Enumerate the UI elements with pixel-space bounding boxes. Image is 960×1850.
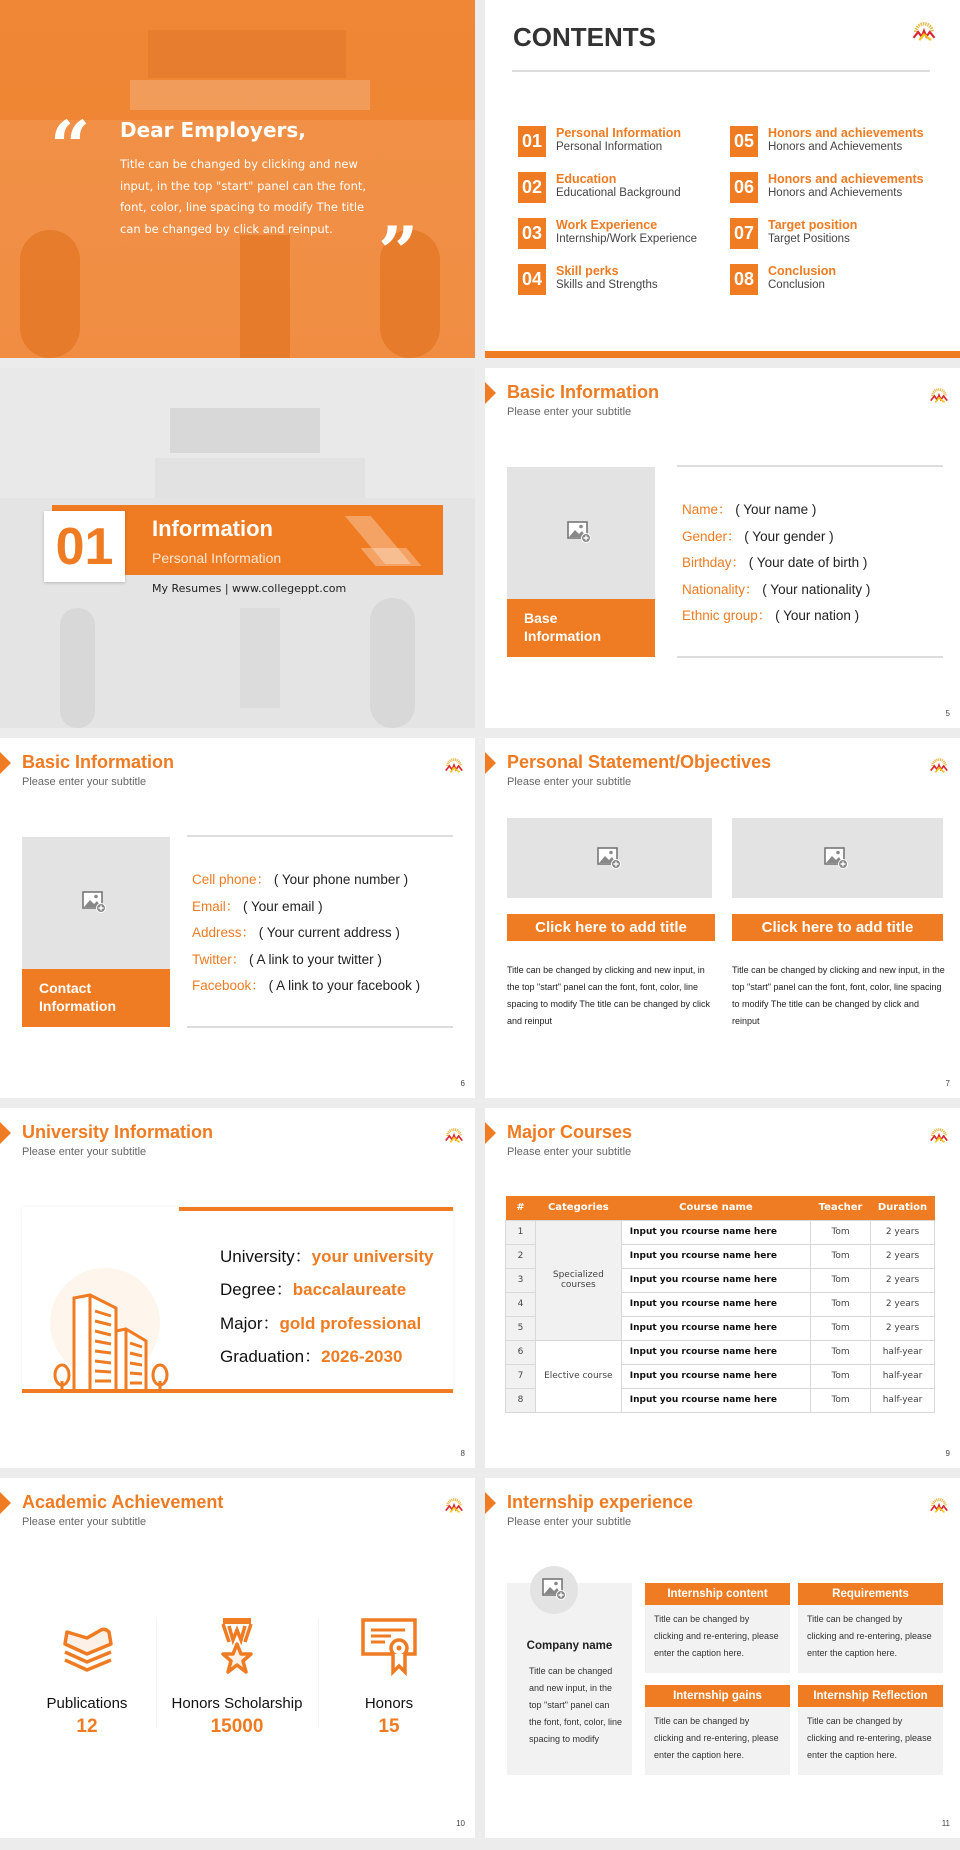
item-number: 05 [730,126,758,157]
box-body: Title can be changed by clicking and re-entering, please enter the caption here. [654,1716,779,1760]
item-number: 07 [730,218,758,249]
achievement-label: Honors [364,1695,414,1712]
courses-table [505,1196,935,1413]
field-graduation[interactable]: Graduation：2026-2030 [220,1347,403,1366]
contents-item-04[interactable] [518,264,658,295]
contents-item-05[interactable] [730,126,924,157]
slide-subtitle[interactable]: Please enter your subtitle [507,1516,632,1528]
section-subtitle[interactable]: Personal Information [152,550,282,566]
university-logo-icon [928,1126,950,1146]
contact-fields [192,867,420,1000]
field-address[interactable]: Address： ( Your current address ) [192,925,400,940]
university-logo-icon [910,20,938,44]
slide-contact-information[interactable] [0,738,475,1098]
category-cell: Elective course [535,1340,621,1412]
item-subtitle: Educational Background [556,187,681,199]
slide-internship-experience[interactable] [485,1478,960,1838]
table-row[interactable]: 2 Input you rcourse name here Tom 2 years [506,1244,935,1268]
item-title: Honors and achievements [768,172,924,186]
university-logo-icon [443,756,465,776]
item-title: Skill perks [556,264,619,278]
close-quote-icon: ” [378,211,419,294]
title-arrow-icon [485,382,496,404]
insert-picture-icon[interactable] [82,891,106,913]
box-internship-content[interactable] [645,1583,790,1673]
box-title: Internship Reflection [798,1685,943,1707]
stacked-papers-icon [59,1618,115,1676]
item-title: Honors and achievements [768,126,924,140]
page-number: 6 [460,1079,465,1088]
divider [187,835,453,837]
achievement-publications[interactable] [12,1618,162,1738]
box-requirements[interactable] [798,1583,943,1673]
bottom-accent-bar [485,351,960,358]
slide-title[interactable]: Academic Achievement [22,1492,224,1512]
achievement-value: 12 [76,1716,98,1737]
achievement-value: 15000 [210,1716,264,1737]
achievement-honors[interactable] [314,1618,464,1738]
contents-item-02[interactable] [518,172,681,203]
field-degree[interactable]: Degree：baccalaureate [220,1280,407,1299]
divider [187,1026,453,1028]
buildings-icon [50,1253,170,1391]
photo-placeholder[interactable] [507,818,712,898]
column-header: Course name [621,1196,810,1220]
contents-item-07[interactable] [730,218,857,249]
slide-cover-quote[interactable] [0,0,475,358]
item-number: 01 [518,126,546,157]
slide-personal-statement[interactable] [485,738,960,1098]
university-logo-icon [928,756,950,776]
slide-basic-information[interactable] [485,368,960,728]
statement-body[interactable]: Title can be changed by clicking and new input, in the top "start" panel can the font, font, color, line spacing to modify The title can be changed by click and reinput [732,965,945,1026]
slide-contents[interactable] [485,0,960,358]
field-university[interactable]: University：your university [220,1247,434,1266]
title-arrow-icon [485,1492,496,1514]
table-row[interactable]: 1 Specialized courses Input you rcourse name here Tom 2 years [506,1220,935,1244]
item-number: 02 [518,172,546,203]
divider [677,656,943,658]
company-name[interactable]: Company name [526,1640,613,1652]
item-subtitle: Skills and Strengths [556,279,658,291]
field-nationality[interactable]: Nationality： ( Your nationality ) [682,581,871,597]
company-photo-placeholder[interactable] [530,1566,578,1614]
item-title: Conclusion [768,264,837,278]
divider [156,1618,157,1728]
photo-placeholder[interactable] [507,467,655,600]
title-arrow-icon [0,1122,11,1144]
section-number[interactable]: 01 [44,511,125,582]
column-header: # [506,1196,536,1220]
page-number: 9 [945,1449,950,1458]
university-logo-icon [928,1496,950,1516]
slide-title[interactable]: Major Courses [507,1122,633,1142]
box-title: Internship gains [645,1685,790,1707]
field-cell-phone[interactable]: Cell phone： ( Your phone number ) [192,872,409,887]
table-row[interactable]: 5 Input you rcourse name here Tom 2 years [506,1316,935,1340]
open-quote-icon: “ [50,105,91,188]
table-row[interactable]: 4 Input you rcourse name here Tom 2 years [506,1292,935,1316]
medal-star-icon [209,1618,265,1676]
slide-title[interactable]: Basic Information [507,382,660,402]
table-header-row [506,1196,935,1220]
item-title: Education [556,172,617,186]
item-subtitle: Conclusion [768,279,825,291]
section-title[interactable]: Information [152,516,273,541]
achievement-scholarship[interactable] [162,1618,312,1738]
add-title-button[interactable]: Click here to add title [732,914,943,941]
company-description[interactable]: Title can be changed and new input, in the top "start" panel can the font, font, color, line spacing to modify [529,1666,623,1744]
page-number: 11 [941,1819,950,1828]
title-arrow-icon [0,1492,11,1514]
insert-picture-icon[interactable] [597,847,621,869]
box-title: Internship content [645,1583,790,1605]
photo-label[interactable]: Contact Information [22,969,170,1027]
slide-major-courses[interactable] [485,1108,960,1468]
box-internship-reflection[interactable] [798,1685,943,1775]
slide-academic-achievement[interactable] [0,1478,475,1838]
add-title-button[interactable]: Click here to add title [507,914,715,941]
item-number: 06 [730,172,758,203]
item-subtitle: Target Positions [768,233,850,245]
page-number: 7 [945,1079,950,1088]
slide-subtitle[interactable]: Please enter your subtitle [507,406,632,418]
photo-placeholder[interactable] [22,837,170,970]
accent-bar [22,1389,453,1393]
field-birthday[interactable]: Birthday： ( Your date of birth ) [682,555,868,570]
page-number: 5 [945,709,950,718]
item-subtitle: Internship/Work Experience [556,233,698,245]
achievement-label: Publications [46,1695,128,1712]
column-header: Duration [871,1196,935,1220]
title-arrow-icon [485,1122,496,1144]
table-row[interactable]: 3 Input you rcourse name here Tom 2 years [506,1268,935,1292]
divider [512,70,930,72]
university-logo-icon [443,1496,465,1516]
insert-picture-icon[interactable] [542,1578,566,1600]
box-internship-gains[interactable] [645,1685,790,1775]
table-row[interactable]: 6 Elective course Input you rcourse name here Tom half-year [506,1340,935,1364]
slide-title[interactable]: Basic Information [22,752,175,772]
university-logo-icon [443,1126,465,1146]
item-title: Personal Information [556,126,682,140]
photo-label[interactable]: Base Information [507,599,655,657]
item-number: 03 [518,218,546,249]
field-facebook[interactable]: Facebook： ( A link to your facebook ) [192,978,421,993]
table-row[interactable]: 8 Input you rcourse name here Tom half-year [506,1388,935,1412]
table-row[interactable]: 7 Input you rcourse name here Tom half-year [506,1364,935,1388]
achievement-label: Honors Scholarship [171,1695,303,1712]
field-gender[interactable]: Gender： ( Your gender ) [682,528,834,544]
university-logo-icon [928,386,950,406]
statement-body[interactable]: Title can be changed by clicking and new input, in the top "start" panel can the font, font, color, line spacing to modify The title can be changed by click and reinput [507,965,710,1026]
column-header: Categories [535,1196,621,1220]
quote-title[interactable]: Dear Employers, [120,118,306,142]
box-body: Title can be changed by clicking and re-entering, please enter the caption here. [654,1614,779,1658]
title-arrow-icon [485,752,496,774]
divider [677,465,943,467]
info-fields [682,497,870,630]
page-number: 10 [456,1819,465,1828]
photo-placeholder[interactable] [732,818,943,898]
slide-title[interactable]: University Information [22,1122,214,1142]
slide-title[interactable]: Internship experience [507,1492,694,1512]
quote-body[interactable]: Title can be changed by clicking and new input, in the top "start" panel can the font, font, color, line spacing to modify The title can be changed by click and reinput. [120,157,367,236]
column-header: Teacher [811,1196,871,1220]
box-body: Title can be changed by clicking and re-entering, please enter the caption here. [807,1614,932,1658]
category-cell: Specialized courses [535,1220,621,1340]
achievement-value: 15 [378,1716,400,1737]
accent-bar [179,1207,453,1211]
certificate-icon [361,1618,417,1676]
field-email[interactable]: Email： ( Your email ) [192,898,323,914]
box-title: Requirements [798,1583,943,1605]
field-ethnic-group[interactable]: Ethnic group： ( Your nation ) [682,608,860,623]
slide-subtitle[interactable]: Please enter your subtitle [507,1146,632,1158]
contents-title[interactable]: CONTENTS [513,22,656,52]
contents-item-01[interactable] [518,126,681,157]
item-subtitle: Personal Information [556,141,663,153]
contents-item-03[interactable] [518,218,697,249]
item-number: 08 [730,264,758,295]
item-subtitle: Honors and Achievements [768,187,903,199]
field-name[interactable]: Name： ( Your name ) [682,502,817,517]
slide-subtitle[interactable]: Please enter your subtitle [22,776,147,788]
field-major[interactable]: Major：gold professional [220,1314,422,1333]
insert-picture-icon[interactable] [567,521,591,543]
page-number: 8 [460,1449,465,1458]
slide-title[interactable]: Personal Statement/Objectives [507,752,772,772]
item-title: Target position [768,218,858,232]
item-number: 04 [518,264,546,295]
item-subtitle: Honors and Achievements [768,141,903,153]
contents-item-08[interactable] [730,264,836,295]
item-title: Work Experience [556,218,658,232]
slide-subtitle[interactable]: Please enter your subtitle [22,1516,147,1528]
insert-picture-icon[interactable] [824,847,848,869]
title-arrow-icon [0,752,11,774]
contents-item-06[interactable] [730,172,924,203]
slide-university-information[interactable] [0,1108,475,1468]
slide-section-01[interactable] [0,368,475,728]
slide-subtitle[interactable]: Please enter your subtitle [507,776,632,788]
field-twitter[interactable]: Twitter： ( A link to your twitter ) [192,951,382,967]
section-footer[interactable]: My Resumes | www.collegeppt.com [152,582,347,595]
box-body: Title can be changed by clicking and re-entering, please enter the caption here. [807,1716,932,1760]
slide-subtitle[interactable]: Please enter your subtitle [22,1146,147,1158]
